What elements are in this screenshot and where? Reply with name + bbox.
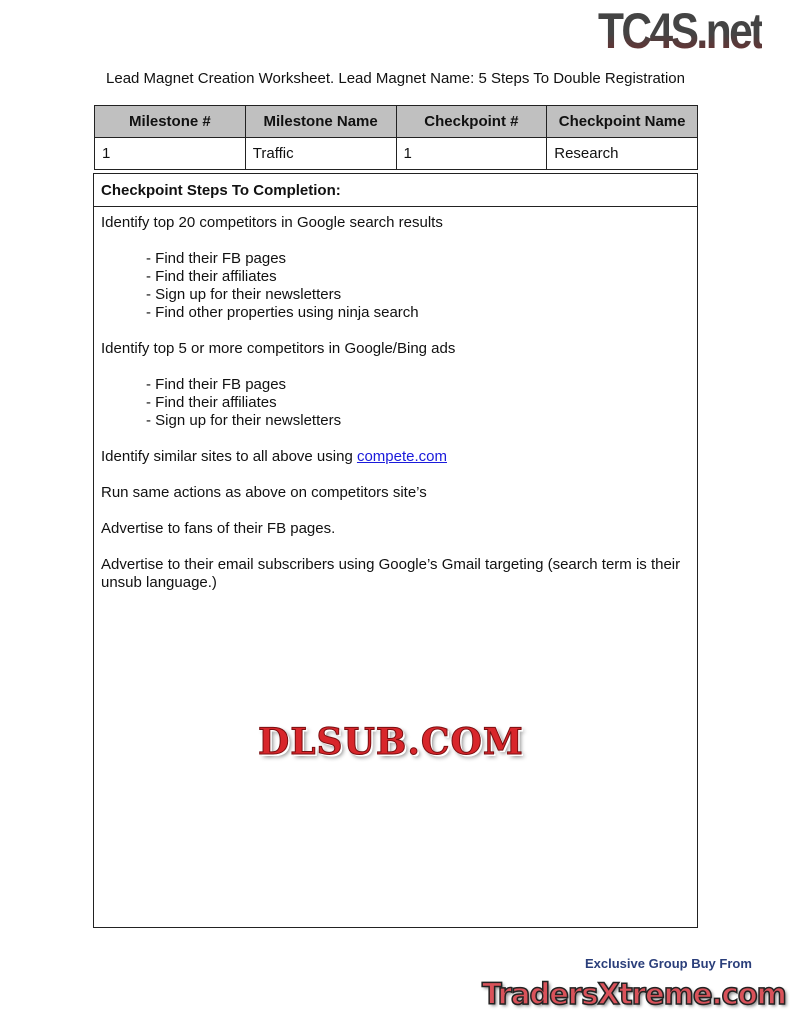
compete-link[interactable]: compete.com bbox=[356, 448, 447, 465]
header-milestone-name: Milestone Name bbox=[245, 106, 396, 138]
milestone-table bbox=[94, 105, 698, 170]
step-paragraph: Run same actions as above on competitors site’s bbox=[101, 484, 427, 501]
header-milestone-number: Milestone # bbox=[95, 106, 246, 138]
dlsub-watermark: DLSUB.COM bbox=[258, 721, 524, 763]
list-item: - Find their FB pages bbox=[146, 250, 287, 267]
list-item: - Sign up for their newsletters bbox=[146, 286, 342, 303]
step-list bbox=[146, 376, 690, 430]
step-list bbox=[146, 250, 690, 322]
step-paragraph: Identify top 5 or more competitors in Google/Bing ads bbox=[101, 340, 456, 357]
page-title: Lead Magnet Creation Worksheet. Lead Magnet Name: 5 Steps To Double Registration bbox=[106, 70, 685, 87]
cell-milestone-name: Traffic bbox=[245, 138, 396, 170]
cell-checkpoint-number: 1 bbox=[396, 138, 547, 170]
step-paragraph bbox=[101, 448, 690, 466]
tradersxtreme-watermark: TradersXtreme.com bbox=[482, 977, 786, 1011]
cell-milestone-number: 1 bbox=[95, 138, 246, 170]
step-paragraph: Advertise to their email subscribers using Google’s Gmail targeting (search term is their unsub language.) bbox=[101, 556, 681, 591]
list-item: - Find other properties using ninja search bbox=[146, 304, 419, 321]
list-item: - Find their affiliates bbox=[146, 394, 277, 411]
list-item: - Sign up for their newsletters bbox=[146, 412, 342, 429]
table-header-row bbox=[95, 106, 698, 138]
steps-box bbox=[93, 173, 698, 928]
cell-checkpoint-name: Research bbox=[547, 138, 698, 170]
steps-heading: Checkpoint Steps To Completion: bbox=[94, 174, 697, 207]
table-row bbox=[95, 138, 698, 170]
group-buy-watermark: Exclusive Group Buy From bbox=[585, 956, 752, 971]
step-paragraph: Advertise to fans of their FB pages. bbox=[101, 520, 336, 537]
tc4s-logo: TC4S.net bbox=[598, 3, 762, 59]
list-item: - Find their FB pages bbox=[146, 376, 287, 393]
header-checkpoint-number: Checkpoint # bbox=[396, 106, 547, 138]
steps-content bbox=[94, 207, 697, 617]
list-item: - Find their affiliates bbox=[146, 268, 277, 285]
header-checkpoint-name: Checkpoint Name bbox=[547, 106, 698, 138]
step-text: Identify similar sites to all above using bbox=[101, 448, 357, 465]
step-paragraph: Identify top 20 competitors in Google search results bbox=[101, 214, 443, 231]
